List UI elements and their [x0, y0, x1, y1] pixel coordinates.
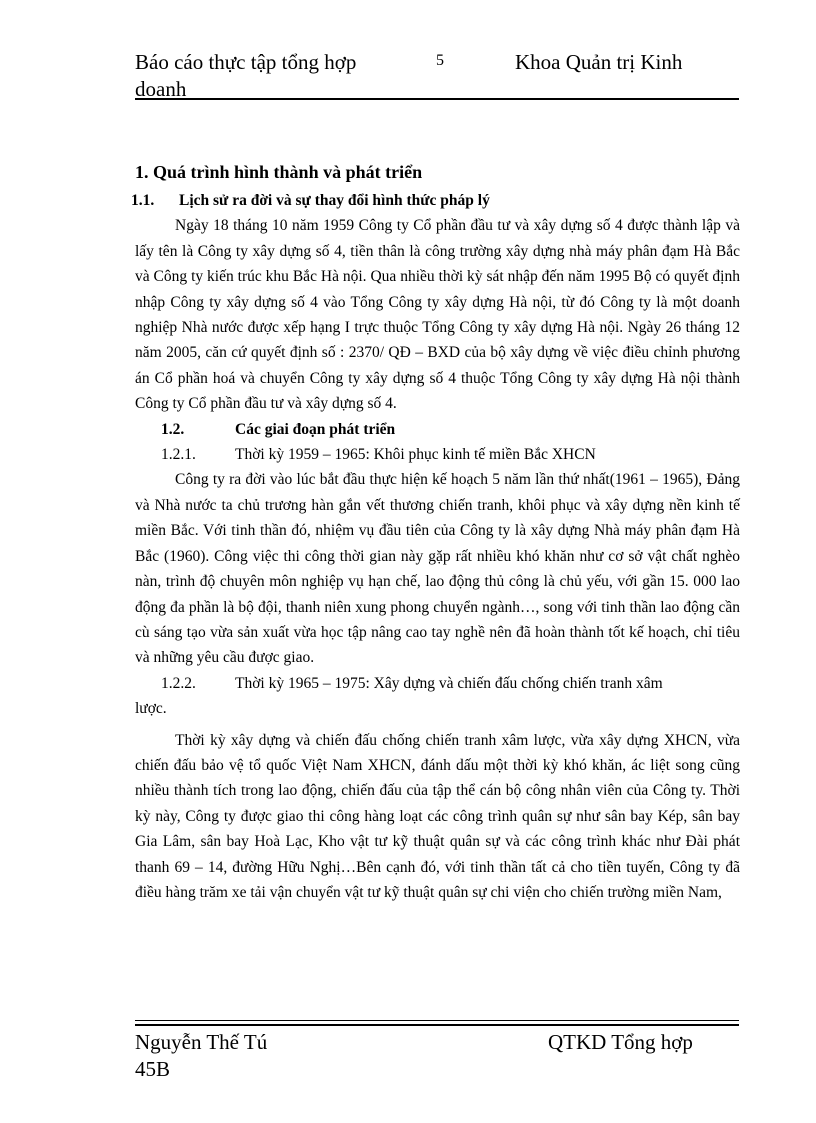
page-number: 5 — [436, 52, 444, 69]
paragraph-1959-1965: Công ty ra đời vào lúc bắt đầu thực hiện kế hoạch 5 năm lần thứ nhất(1961 – 1965), Đảng và Nhà nước ta chủ trương hàn gắn vết thương chiến tranh, khôi phục và xây dựng nền kinh tế miền Bắc. Với tinh thần đó, nhiệm vụ đầu tiên của Công ty là xây dựng Nhà máy phân đạm Hà Bắc (1960). Công việc thi công thời gian này gặp rất nhiều khó khăn như cơ sở vật chất nghèo nàn, trình độ chuyên môn nghiệp vụ hạn chế, lao động thủ công là chủ yếu, với gần 15. 000 lao động đa phần là bộ đội, thanh niên xung phong chuyển ngành…, song với tinh thần lao động cần cù sáng tạo vừa sản xuất vừa học tập nâng cao tay nghề nên đã hoàn thành tốt kế hoạch, chỉ tiêu và những yêu cầu được giao. — [135, 471, 740, 667]
paragraph-1965-1975: Thời kỳ xây dựng và chiến đấu chống chiến tranh xâm lược, vừa xây dựng XHCN, vừa chiến đấu bảo vệ tổ quốc Việt Nam XHCN, đánh dấu một thời kỳ khó khăn, ác liệt song cũng nhiều thành tích trong lao động, chiến đấu của tập thể cán bộ công nhân viên của Công ty. Thời kỳ này, Công ty được giao thi công hàng loạt các công trình quân sự như sân bay Kép, sân bay Gia Lâm, sân bay Hoà Lạc, Kho vật tư kỹ thuật quân sự và các công trình khác như Đài phát thanh 69 – 14, đường Hữu Nghị…Bên cạnh đó, với tinh thần tất cả cho tiền tuyến, Công ty đã điều hàng trăm xe tải vận chuyển vật tư kỹ thuật quân sự chi viện cho chiến trường miền Nam, — [135, 731, 740, 901]
main-content — [131, 156, 740, 905]
author-class: 45B — [135, 1057, 171, 1081]
subsection-title: Lịch sử ra đời và sự thay đổi hình thức pháp lý — [179, 192, 490, 209]
subsection-number: 1.1. — [131, 192, 155, 209]
subsection-title: Các giai đoạn phát triển — [235, 420, 396, 438]
header-divider — [135, 98, 739, 100]
subsection-1-2-1-heading — [135, 442, 740, 467]
footer-divider-thin — [135, 1020, 739, 1021]
header-title-line1: Báo cáo thực tập tổng hợp — [135, 50, 357, 74]
section-title: 1. Quá trình hình thành và phát triển — [135, 162, 423, 182]
author-name: Nguyễn Thế Tú — [135, 1030, 268, 1054]
subsection-number: 1.2.2. — [161, 674, 196, 692]
subsection-title-continuation: lược. — [135, 700, 167, 718]
subsection-1-2-2-heading — [135, 671, 740, 696]
paragraph-history: Ngày 18 tháng 10 năm 1959 Công ty Cổ phần đầu tư và xây dựng số 4 được thành lập và lấy tên là Công ty xây dựng số 4, tiền thân là công trường xây dựng nhà máy phân đạm Hà Bắc và Công ty kiến trúc khu Bắc Hà nội. Qua nhiều thời kỳ sát nhập đến năm 1995 Bộ có quyết định nhập Công ty xây dựng số 4 vào Tổng Công ty xây dựng Hà nội, từ đó Công ty là một doanh nghiệp Nhà nước được xếp hạng I trực thuộc Tổng Công ty xây dựng Hà nội. Ngày 26 tháng 12 năm 2005, căn cứ quyết định số : 2370/ QĐ – BXD của bộ xây dựng về việc điều chỉnh phương án Cổ phần hoá và chuyển Công ty xây dựng số 4 thuộc Tổng Công ty xây dựng Hà nội thành Công ty Cổ phần đầu tư và xây dựng số 4. — [135, 217, 740, 413]
footer-divider-thick — [135, 1024, 739, 1026]
subsection-title: Thời kỳ 1965 – 1975: Xây dựng và chiến đấu chống chiến tranh xâm — [235, 674, 663, 692]
footer-left — [135, 1029, 267, 1083]
subsection-1-2-heading — [135, 417, 740, 442]
header-left — [135, 49, 395, 103]
header-right: Khoa Quản trị Kinh — [515, 50, 683, 74]
subsection-number: 1.2. — [161, 420, 185, 438]
subsection-title: Thời kỳ 1959 – 1965: Khôi phục kinh tế miền Bắc XHCN — [235, 446, 596, 464]
header-title-line2: doanh — [135, 77, 187, 101]
footer-right: QTKD Tổng hợp — [548, 1030, 693, 1054]
subsection-number: 1.2.1. — [161, 446, 196, 464]
subsection-1-1-heading — [131, 188, 740, 213]
